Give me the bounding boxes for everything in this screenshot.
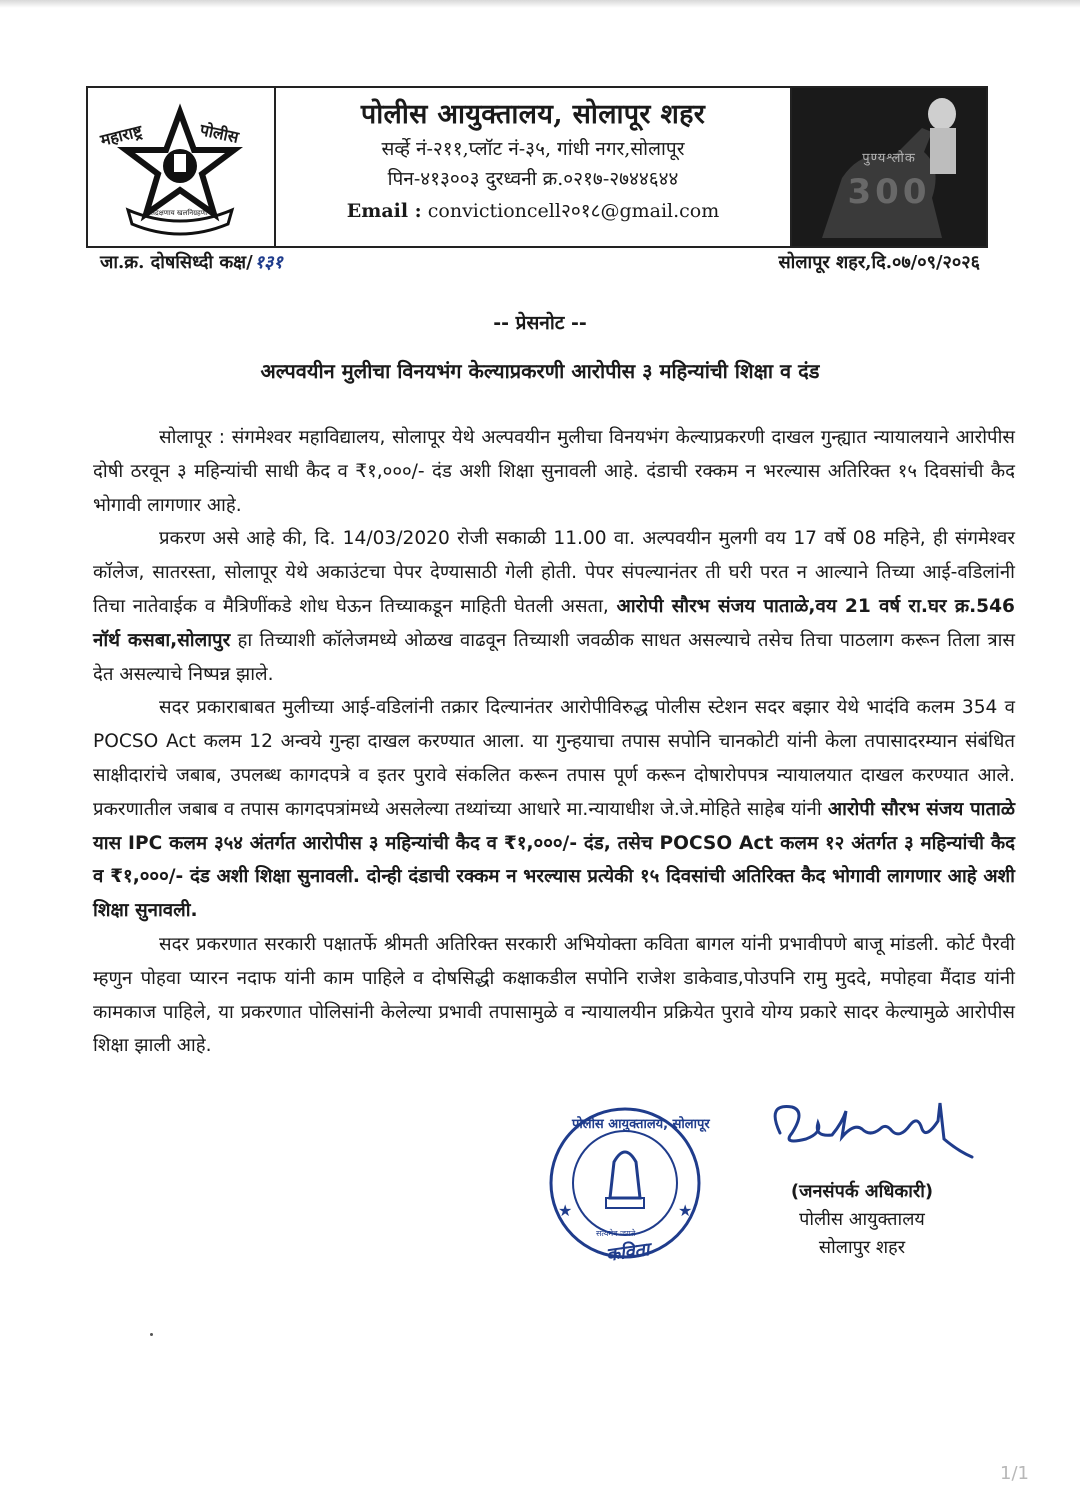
logo-motto: सद्रक्षणाय खलनिग्रहणाय [150, 209, 212, 217]
signatory-block [752, 1178, 972, 1262]
letterhead-text [276, 88, 790, 246]
reference-label: जा.क्र. दोषसिध्दी कक्ष/ [100, 252, 253, 273]
reference-date: सोलापूर शहर,दि.०७/०९/२०२६ [778, 252, 980, 273]
press-note-heading: -- प्रेसनोट -- [493, 312, 587, 334]
svg-text:★: ★ [558, 1201, 573, 1220]
email-address: convictioncell२०१८@gmail.com [427, 200, 720, 222]
reference-number [100, 250, 283, 274]
paragraph-2-part-b: हा तिच्याशी कॉलेजमध्ये ओळख वाढवून तिच्याशी जवळीक साधत असल्याचे तसेच तिचा पाठलाग करून तिला त्रास देत असल्याचे निष्पन्न झाले. [93, 629, 1015, 685]
police-logo [88, 88, 276, 246]
reference-row [100, 250, 980, 274]
address-line: सर्व्हे नं-२११,प्लॉट नं-३५, गांधी नगर,सोलापूर [381, 138, 685, 160]
office-name: पोलीस आयुक्तालय, सोलापूर शहर [360, 99, 706, 130]
paragraph-3-part-a: सदर प्रकाराबाबत मुलीच्या आई-वडिलांनी तक्रार दिल्यानंतर आरोपीविरुद्ध पोलीस स्टेशन सदर बझार येथे भादंवि कलम 354 व POCSO Act कलम 12 अन्वये गुन्हा दाखल करण्यात आला. या गुन्हयाचा तपास सपोनि चानकोटी यांनी केला तपासादरम्यान संबंधित साक्षीदारांचे जबाब, उपलब्ध कागदपत्रे व इतर पुरावे संकलित करून तपास पूर्ण करून दोषारोपपत्र न्यायालयात दाखल करण्यात आले. प्रकरणातील जबाब व तपास कागदपत्रांमध्ये असलेल्या तथ्यांच्या आधारे मा.न्यायाधीश जे.जे.मोहिते साहेब यांनी [93, 697, 1015, 820]
paragraph-2-part-a: प्रकरण असे आहे की, दि. 14/03/2020 रोजी सकाळी 11.00 वा. अल्पवयीन मुलगी वय 17 वर्षे 08 महिने, ही संगमेश्वर कॉलेज, सातरस्ता, सोलापूर येथे अकाउंटचा पेपर देण्यासाठी गेली होती. पेपर संपल्यानंतर ती घरी परत न आल्याने तिच्या आई-वडिलांनी तिचा नातेवाईक व मैत्रिणींकडे शोध घेऊन तिच्याकडून माहिती घेतली असता, [93, 528, 1015, 617]
photo-number: 300 [847, 172, 931, 212]
sentence-details: आरोपी सौरभ संजय पाताळे यास IPC कलम ३५४ अंतर्गत आरोपीस ३ महिन्यांची कैद व ₹१,०००/- दंड, तसेच POCSO Act कलम १२ अंतर्गत ३ महिन्यांची कैद व ₹१,०००/- दंड अशी शिक्षा सुनावली. दोन्ही दंडाची रक्कम न भरल्यास प्रत्येकी १५ दिवसांची अतिरिक्त कैद भोगावी लागणार आहे अशी शिक्षा सुनावली. [93, 798, 1015, 922]
letterhead [86, 86, 988, 248]
reference-value: १३१ [254, 252, 283, 273]
page-indicator: 1/1 [1000, 1463, 1029, 1484]
subject-heading: अल्पवयीन मुलीचा विनयभंग केल्याप्रकरणी आरोपीस ३ महिन्यांची शिक्षा व दंड [260, 359, 820, 383]
accused-details: आरोपी सौरभ संजय पाताळे,वय 21 वर्ष रा.घर क्र.546 नॉर्थ कसबा,सोलापुर [93, 595, 1015, 651]
statue-silhouette-icon [792, 88, 986, 246]
paragraph-1: सोलापूर : संगमेश्वर महाविद्यालय, सोलापूर येथे अल्पवयीन मुलीचा विनयभंग केल्याप्रकरणी दाखल गुन्ह्यात न्यायालयाने आरोपीस दोषी ठरवून ३ महिन्यांची साधी कैद व ₹१,०००/- दंड अशी शिक्षा सुनावली आहे. दंडाची रक्कम न भरल्यास अतिरिक्त १५ दिवसांची कैद भोगावी लागणार आहे. [93, 427, 1015, 516]
equestrian-statue-photo [790, 88, 986, 246]
logo-text-right: पोलीस [198, 120, 241, 147]
seal-handwritten-name: कविता [604, 1239, 651, 1266]
officer-signature [762, 1093, 982, 1165]
logo-text-left: महाराष्ट्र [98, 121, 145, 150]
press-note-body [93, 421, 1015, 1063]
email-line [290, 197, 776, 223]
paragraph-4: सदर प्रकरणात सरकारी पक्षातर्फे श्रीमती अतिरिक्त सरकारी अभियोक्ता कविता बागल यांनी प्रभावीपणे बाजू मांडली. कोर्ट पैरवी म्हणुन पोहवा प्यारन नदाफ यांनी काम पाहिले व दोषसिद्धी कक्षाकडील सपोनि राजेश डाकेवाड,पोउपनि रामु मुददे, मपोहवा मैंदाड यांनी कामकाज पाहिले, या प्रकरणात पोलिसांनी केलेल्या प्रभावी तपासामुळे व न्यायालयीन प्रक्रियेत पुरावे योग्य प्रकारे सादर केल्यामुळे आरोपीस शिक्षा झाली आहे. [93, 933, 1015, 1057]
signatory-role: (जनसंपर्क अधिकारी) [790, 1181, 934, 1202]
scan-edge-shadow [0, 0, 1080, 8]
phone-line: पिन-४१३००३ दुरध्वनी क्र.०२१७-२७४४६४४ [387, 168, 679, 190]
paragraph-2 [93, 522, 1015, 691]
paragraph-3 [93, 691, 1015, 928]
svg-text:★: ★ [678, 1201, 693, 1220]
photo-caption: पुण्यश्लोक [862, 151, 916, 166]
seal-ring-text: पोलीस आयुक्तालय, सोलापूर [572, 1117, 710, 1132]
signatory-city: सोलापुर शहर [818, 1237, 906, 1258]
signatory-office: पोलीस आयुक्तालय [799, 1209, 925, 1230]
email-label: Email : [346, 200, 422, 222]
seal-motto: सत्यमेव जयते [596, 1229, 636, 1238]
police-star-icon [88, 88, 272, 246]
scan-speck [150, 1333, 153, 1336]
